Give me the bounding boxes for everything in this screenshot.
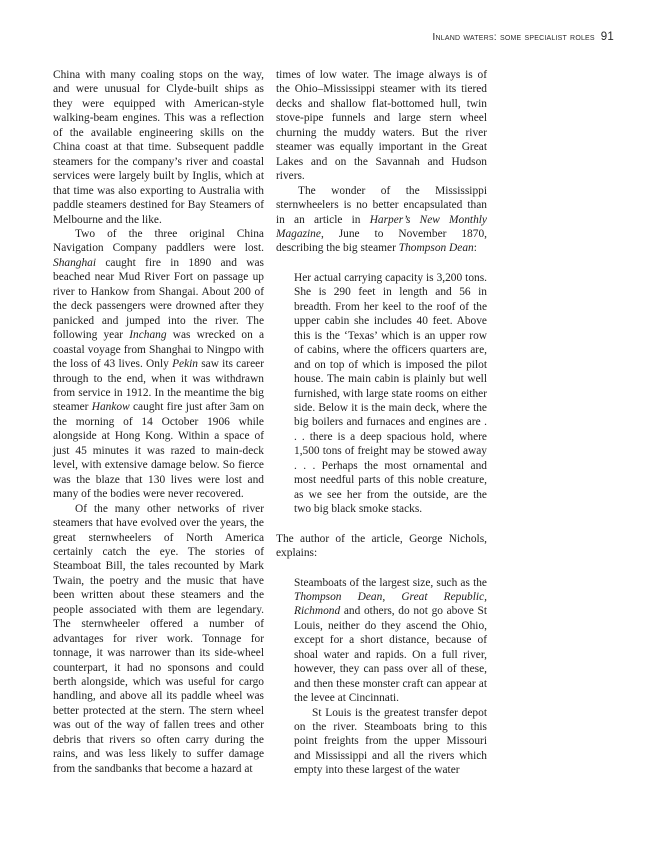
block-quote (276, 271, 487, 517)
paragraph: The author of the article, George Nichols, explains: (276, 532, 487, 560)
paragraph: China with many coaling stops on the way, and were unusual for Clyde-built ships as they were equipped with American-style walking-beam engines. This was a reflection of the available engineering skills on the China coast at that time. Subsequent paddle steamers for the company’s river and coastal services were largely built by Inglis, which at that time was also exporting to Australia with paddle steamers destined for Bay Steamers of Melbourne and the like. (53, 69, 264, 226)
block-quote (276, 576, 487, 778)
paragraph: Of the many other networks of river steamers that have evolved over the years, the great sternwheelers of North America certainly catch the eye. The stories of Steamboat Bill, the tales recounted by Mark Twain, the poetry and the music that have been written about these steamers and the people associated with them are legendary. The sternwheeler offered a number of advantages for river work. Tonnage for tonnage, it was narrower than its side-wheel counterpart, it had no sponsons and could berth alongside, which was useful for cargo handling, and above all its paddle wheel was better protected at the stern. The stern wheel was out of the way of fallen trees and other debris that rivers so often carry during the rains, and was less likely to suffer damage from the sandbanks that become a hazard at (53, 502, 264, 775)
section-title: Inland waters: some specialist roles (432, 31, 595, 43)
quote-paragraph: Steamboats of the largest size, such as the Thompson Dean, Great Republic, Richmond and others, do not go above St Louis, neither do they ascend the Ohio, except for a short distance, because of shoal water and rapids. On a full river, however, they can pass over all of these, and then these monster craft can appear at the levee at Cincinnati. (294, 576, 487, 705)
ship-names: Thompson Dean, Great Republic, Richmond (294, 590, 487, 618)
running-head (432, 31, 614, 43)
paragraph: Two of the three original China Navigation Company paddlers were lost. Shanghai caught fire in 1890 and was beached near Mud River Fort on passage up river to Hankow from Shangai. About 200 of the deck passengers were drowned after they panicked and jumped into the river. The following year Inchang was wrecked on a coastal voyage from Shanghai to Ningpo with the loss of 43 lives. Only Pekin saw its career through to the end, when it was withdrawn from service in 1912. In the meantime the big steamer Hankow caught fire just after 3am on the morning of 14 October 1906 while alongside at Hong Kong. Within a space of just 45 minutes it was razed to main-deck level, with extensive damage below. So fierce was the blaze that 130 lives were lost and many of the bodies were never recovered. (53, 227, 265, 501)
ship-name: Pekin (172, 358, 198, 371)
ship-name: Shanghai (53, 256, 97, 269)
right-column (276, 68, 487, 778)
ship-name: Inchang (129, 329, 167, 342)
paragraph: The wonder of the Mississippi sternwheelers is no better encapsulated than in an article in Harper’s New Monthly Magazine, June to November 1870, describing the big steamer Thompson Dean: (276, 184, 487, 255)
page-number: 91 (600, 31, 614, 43)
ship-name: Thompson Dean (398, 242, 474, 255)
ship-name: Hankow (91, 401, 130, 414)
left-column (53, 68, 264, 776)
magazine-title: Harper’s New Monthly Magazine (276, 213, 487, 240)
paragraph: times of low water. The image always is of the Ohio–Mississippi steamer with its tiered decks and shallow flat-bottomed hull, twin stove-pipe funnels and large stern wheel churning the muddy waters. But the river steamer was equally important in the Great Lakes and on the Savannah and Hudson rivers. (276, 69, 487, 183)
quote-paragraph: Her actual carrying capacity is 3,200 tons. She is 290 feet in length and 56 in breadth. From her keel to the roof of the upper cabin she includes 40 feet. Above this is the ‘Texas’ which is an upper row of cabins, where the officers quarters are, and on top of which is imposed the pilot house. The main cabin is plainly but well furnished, with large state rooms on either side. Below it is the main deck, where the big boilers and furnaces and engines are . . . there is a deep spacious hold, where 1,500 tons of freight may be stowed away . . . Perhaps the most ornamental and most needful parts of this noble creature, as we see her from the outside, are the two big black smoke stacks. (294, 271, 487, 516)
quote-paragraph: St Louis is the greatest transfer depot on the river. Steamboats bring to this point freights from the upper Missouri and Mississippi and all the rivers which empty into these largest of the water (294, 706, 487, 777)
